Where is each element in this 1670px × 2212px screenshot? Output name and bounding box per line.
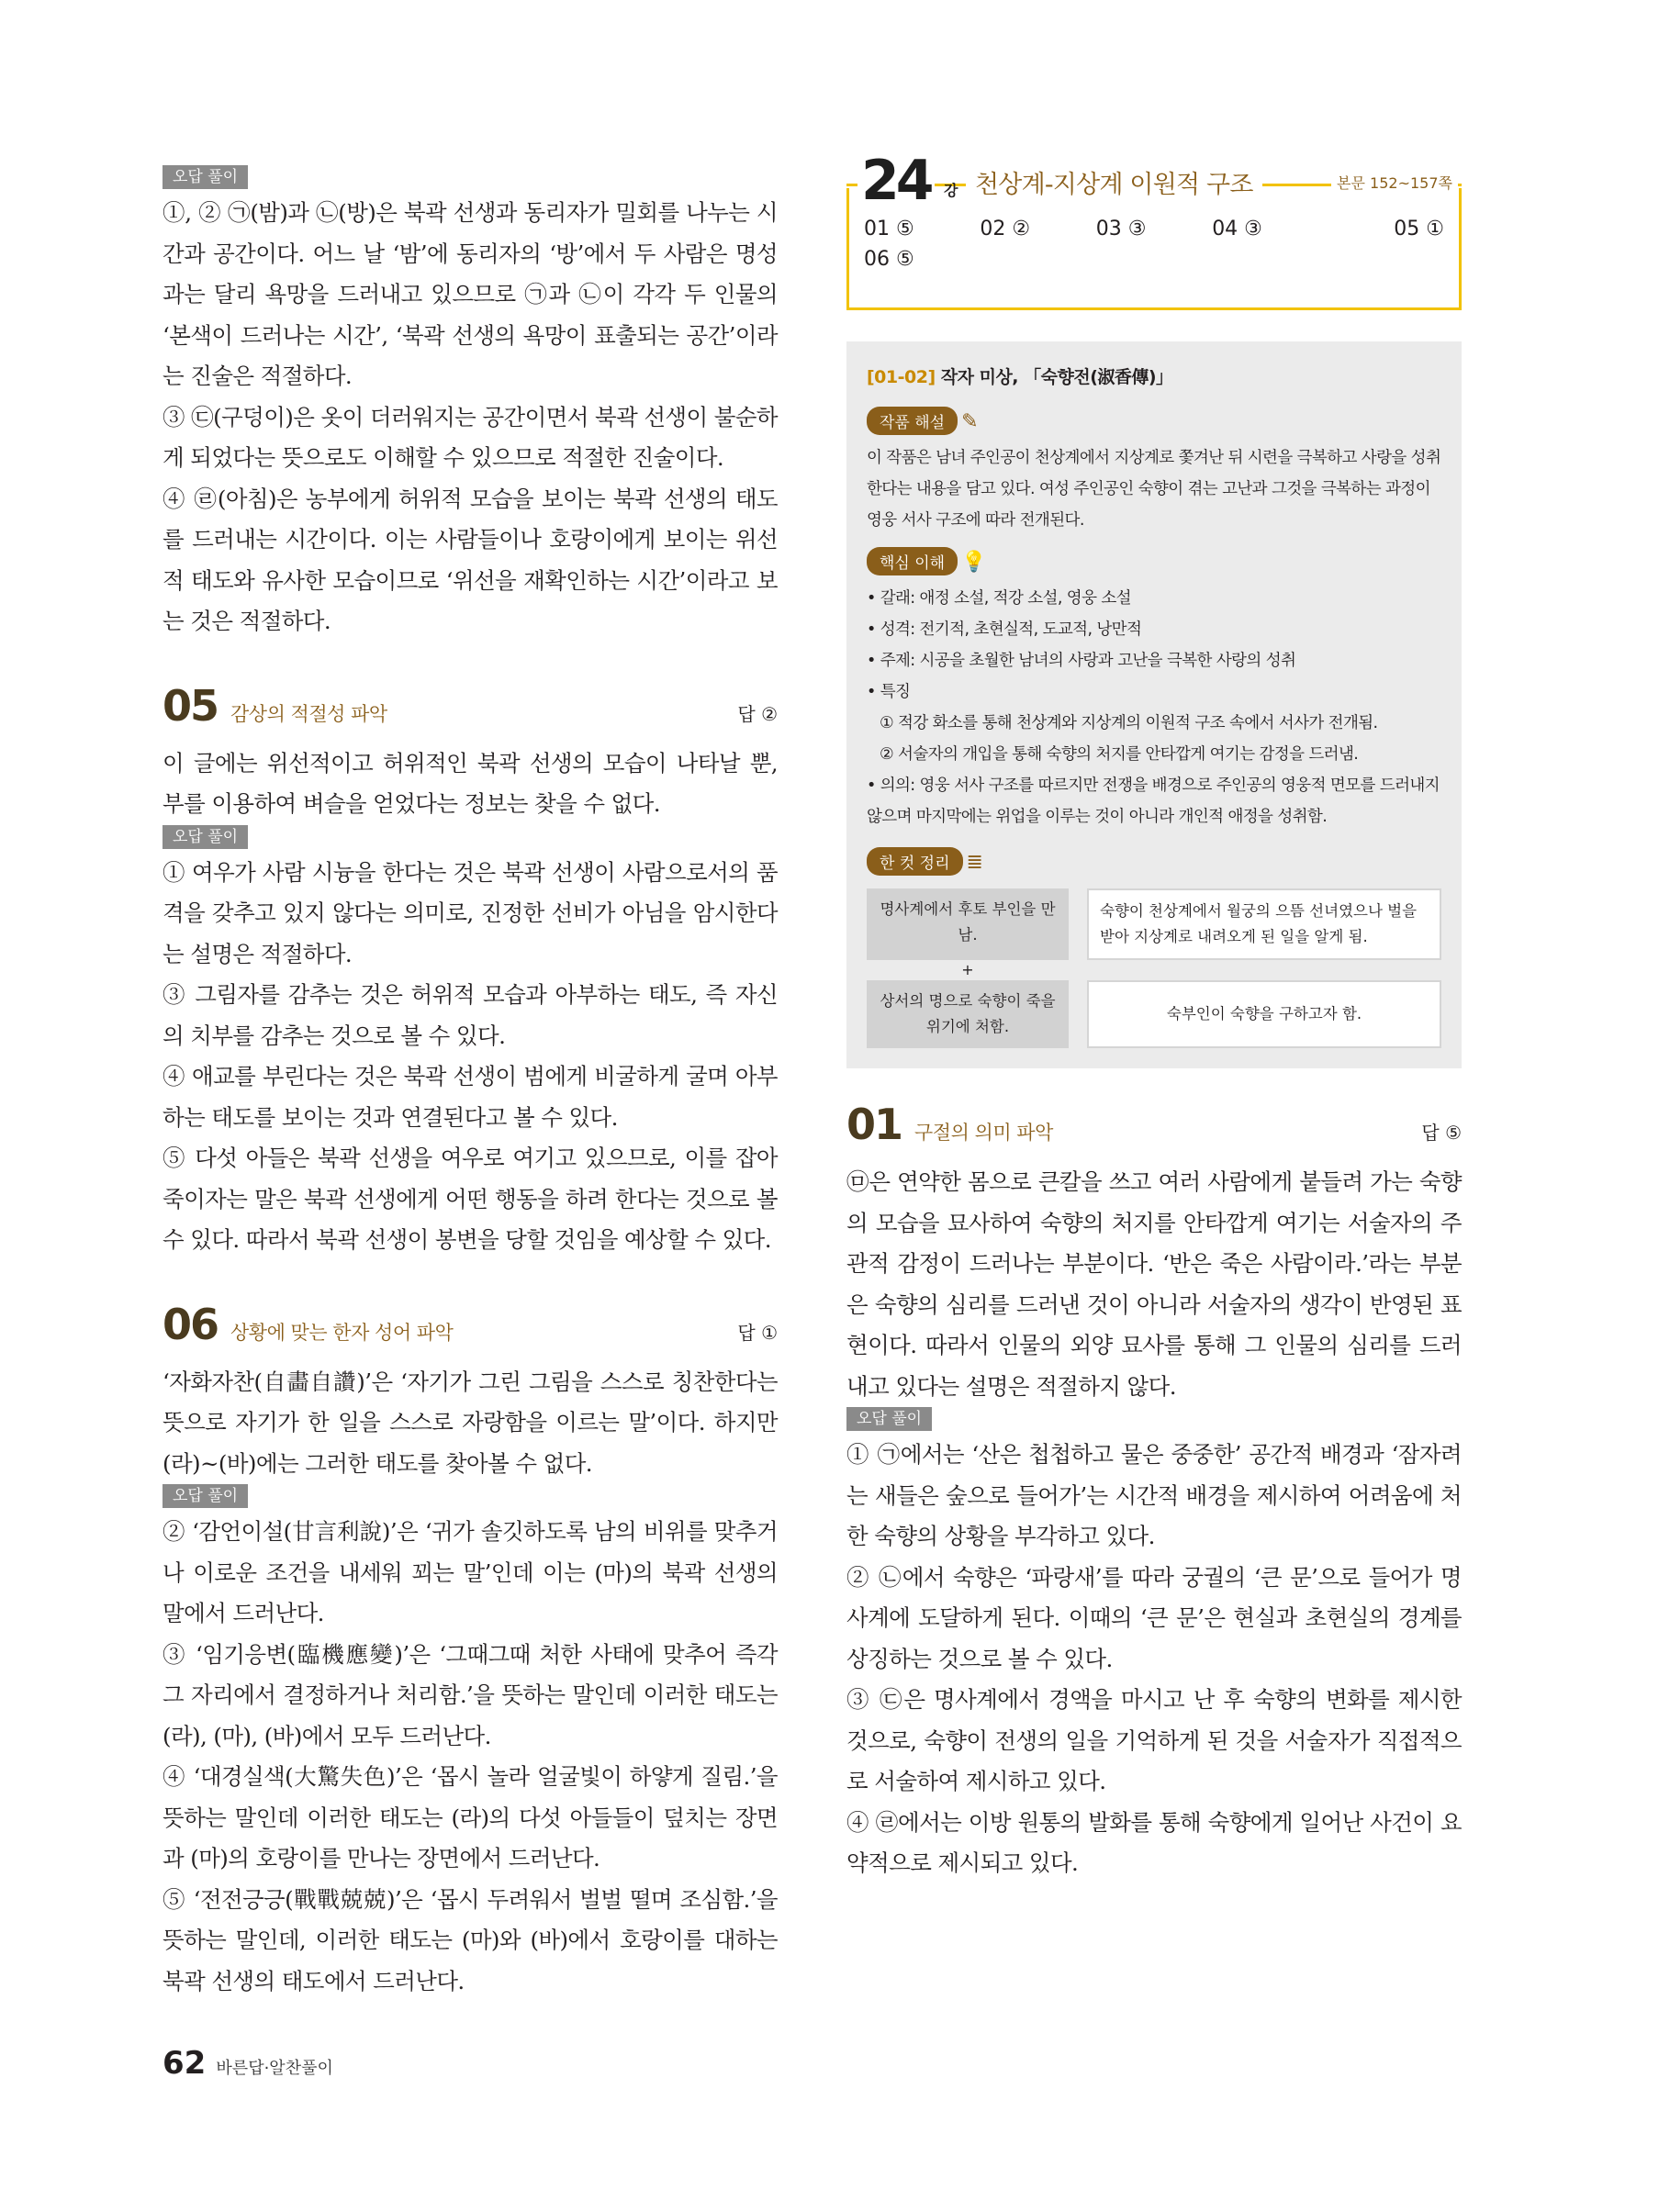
wrong-answer-badge: 오답 풀이: [163, 165, 248, 189]
wrong-answer-badge: 오답 풀이: [846, 1407, 932, 1431]
question-answer: 답 ⑤: [1421, 1122, 1462, 1144]
question-number: 06: [163, 1299, 219, 1349]
lecture-number: 24: [857, 149, 935, 213]
notes-icon: ≣: [966, 851, 983, 874]
key-point: • 갈래: 애정 소설, 적강 소설, 영웅 소설: [867, 583, 1441, 614]
question-body: 이 글에는 위선적이고 허위적인 북곽 선생의 모습이 나타날 뿐, 부를 이용하여 벼슬을 얻었다는 정보는 찾을 수 없다.: [163, 749, 778, 817]
feature-item: ② 서술자의 개입을 통해 숙향의 처지를 안타깝게 여기는 감정을 드러냄.: [880, 745, 1359, 764]
answer-key-item: 05 ①: [1394, 218, 1444, 240]
lightbulb-icon: 💡: [961, 551, 987, 574]
question-title: 구절의 의미 파악: [914, 1122, 1053, 1144]
left-column: [163, 165, 778, 2002]
answer-key-item: 06 ⑤: [864, 248, 914, 271]
option-explanation: ① ㉠에서는 ‘산은 첩첩하고 물은 중중한’ 공간적 배경과 ‘잠자려는 새들은 숲으로 들어가’는 시간적 배경을 제시하여 어려움에 처한 숙향의 상황을 부각하고 있다.: [846, 1441, 1462, 1549]
summary-result: 숙향이 천상계에서 월궁의 으뜸 선녀였으나 벌을 받아 지상계로 내려오게 된 일을 알게 됨.: [1087, 888, 1441, 960]
lecture-title: 천상계-지상계 이원적 구조: [966, 164, 1262, 200]
question-number: 01: [846, 1100, 902, 1149]
key-point: • 특징: [867, 676, 1441, 708]
question-body: ㉤은 연약한 몸으로 큰칼을 쓰고 여러 사람에게 붙들려 가는 숙향의 모습을 묘사하여 숙향의 처지를 안타깝게 여기는 서술자의 주관적 감정이 드러나는 부분이다. ‘반은 죽은 사람이라.’라는 부분은 숙향의 심리를 드러낸 것이 아니라 서술자의 생각이 반영된 표현이다. 따라서 인물의 외양 묘사를 통해 그 인물의 심리를 드러내고 있다는 설명은 적절하지 않다.: [846, 1168, 1462, 1400]
summary-plus: +: [961, 961, 974, 978]
summary-diagram: [867, 888, 1441, 1048]
feature-item: ① 적강 화소를 통해 천상계와 지상계의 이원적 구조 속에서 서사가 전개됨.: [880, 714, 1378, 732]
option-explanation: ① 여우가 사람 시늉을 한다는 것은 북곽 선생이 사람으로서의 품격을 갖추고 있지 않다는 의미로, 진정한 선비가 아님을 암시한다는 설명은 적절하다.: [163, 858, 778, 967]
work-title: [867, 363, 1441, 388]
option-explanation: ③ ㉢은 명사계에서 경액을 마시고 난 후 숙향의 변화를 제시한 것으로, 숙향이 전생의 일을 기억하게 된 것을 서술자가 직접적으로 서술하여 제시하고 있다.: [846, 1686, 1462, 1794]
summary-result: 숙부인이 숙향을 구하고자 함.: [1087, 980, 1441, 1048]
option-explanation: ② ㉡에서 숙향은 ‘파랑새’를 따라 궁궐의 ‘큰 문’으로 들어가 명사계에 도달하게 된다. 이때의 ‘큰 문’은 현실과 초현실의 경계를 상징하는 것으로 볼 수 있다.: [846, 1563, 1462, 1672]
answer-key: [864, 218, 1444, 271]
summary-event: 상서의 명으로 숙향이 죽을 위기에 처함.: [867, 980, 1069, 1048]
book-section-name: 바른답·알찬풀이: [216, 2059, 333, 2078]
lecture-unit: 강: [944, 182, 958, 199]
option-explanation: ③ ‘임기응변(臨機應變)’은 ‘그때그때 처한 사태에 맞추어 즉각 그 자리에서 결정하거나 처리함.’을 뜻하는 말인데 이러한 태도는 (라), (마), (바)에서 모두 드러난다.: [163, 1640, 778, 1749]
key-point: • 의의: 영웅 서사 구조를 따르지만 전쟁을 배경으로 주인공의 영웅적 면모를 드러내지 않으며 마지막에는 위업을 이루는 것이 아니라 개인적 애정을 성취함.: [867, 770, 1441, 832]
work-range: [01-02]: [867, 367, 936, 387]
lecture-pages: 본문 152~157쪽: [1331, 172, 1458, 193]
work-name: 작자 미상, 「숙향전(淑香傳)」: [940, 367, 1173, 387]
key-understanding-pill: 핵심 이해: [867, 547, 958, 575]
question-title: 감상의 적절성 파악: [230, 702, 387, 725]
page-number: 62: [163, 2045, 207, 2082]
option-explanation: ④ 애교를 부린다는 것은 북곽 선생이 범에게 비굴하게 굴며 아부하는 태도를 보이는 것과 연결된다고 볼 수 있다.: [163, 1063, 778, 1131]
work-analysis-box: [846, 341, 1462, 1068]
option-explanation: ⑤ ‘전전긍긍(戰戰兢兢)’은 ‘몹시 두려워서 벌벌 떨며 조심함.’을 뜻하는 말인데, 이러한 태도는 (마)와 (바)에서 호랑이를 대하는 북곽 선생의 태도에서 드러난다.: [163, 1885, 778, 1994]
question-header: [846, 1100, 1462, 1149]
question-number: 05: [163, 680, 219, 731]
question-answer: 답 ①: [737, 1321, 778, 1344]
option-explanation: ⑤ 다섯 아들은 북곽 선생을 여우로 여기고 있으므로, 이를 잡아 죽이자는 말은 북곽 선생에게 어떤 행동을 하려 한다는 것으로 볼 수 있다. 따라서 북곽 선생이 봉변을 당할 것임을 예상할 수 있다.: [163, 1145, 778, 1253]
lecture-answer-box: [846, 149, 1462, 310]
key-point: • 성격: 전기적, 초현실적, 도교적, 낭만적: [867, 614, 1441, 645]
option-explanation: ④ ㉣에서는 이방 원통의 발화를 통해 숙향에게 일어난 사건이 요약적으로 제시되고 있다.: [846, 1808, 1462, 1876]
wrong-answer-badge: 오답 풀이: [163, 825, 248, 849]
right-column: [846, 149, 1462, 1884]
summary-event: 명사계에서 후토 부인을 만남.: [867, 888, 1069, 960]
question-header: [163, 681, 778, 731]
option-explanation: ② ‘감언이설(甘言利說)’은 ‘귀가 솔깃하도록 남의 비위를 맞추거나 이로운 조건을 내세워 꾀는 말’인데 이는 (마)의 북곽 선생의 말에서 드러난다.: [163, 1518, 778, 1626]
question-header: [163, 1300, 778, 1349]
answer-key-item: 01 ⑤: [864, 218, 914, 240]
work-description: 이 작품은 남녀 주인공이 천상계에서 지상계로 쫓겨난 뒤 시련을 극복하고 사랑을 성취한다는 내용을 담고 있다. 여성 주인공인 숙향이 겪는 고난과 그것을 극복하는 과정이 영웅 서사 구조에 따라 전개된다.: [867, 449, 1441, 530]
explanation-paragraph: ④ ㉣(아침)은 농부에게 허위적 모습을 보이는 북곽 선생의 태도를 드러내는 시간이다. 이는 사람들이나 호랑이에게 보이는 위선적 태도와 유사한 모습이므로 ‘위선을 재확인하는 시간’이라고 보는 것은 적절하다.: [163, 485, 778, 634]
key-points-list: [867, 583, 1441, 708]
option-explanation: ③ 그림자를 감추는 것은 허위적 모습과 아부하는 태도, 즉 자신의 치부를 감추는 것으로 볼 수 있다.: [163, 981, 778, 1049]
wrong-answer-badge: 오답 풀이: [163, 1484, 248, 1508]
summary-pill: 한 컷 정리: [867, 847, 963, 876]
answer-key-item: 03 ③: [1095, 218, 1147, 240]
answer-key-item: 04 ③: [1212, 218, 1262, 240]
answer-key-item: 02 ②: [980, 218, 1031, 240]
explanation-paragraph: ①, ② ㉠(밤)과 ㉡(방)은 북곽 선생과 동리자가 밀회를 나누는 시간과 공간이다. 어느 날 ‘밤’에 동리자의 ‘방’에서 두 사람은 명성과는 달리 욕망을 드러내고 있으므로 ㉠과 ㉡이 각각 두 인물의 ‘본색이 드러나는 시간’, ‘북곽 선생의 욕망이 표출되는 공간’이라는 진술은 적절하다.: [163, 199, 778, 389]
question-title: 상황에 맞는 한자 성어 파악: [230, 1321, 454, 1344]
work-commentary-pill: 작품 해설: [867, 407, 958, 435]
question-body: ‘자화자찬(自畵自讚)’은 ‘자기가 그린 그림을 스스로 칭찬한다는 뜻으로 자기가 한 일을 스스로 자랑함을 이르는 말’이다. 하지만 (라)~(바)에는 그러한 태도를 찾아볼 수 없다.: [163, 1368, 778, 1477]
page-footer: [163, 2045, 333, 2082]
pencil-icon: ✎: [961, 410, 979, 433]
key-point: • 주제: 시공을 초월한 남녀의 사랑과 고난을 극복한 사랑의 성취: [867, 645, 1441, 676]
option-explanation: ④ ‘대경실색(大驚失色)’은 ‘몹시 놀라 얼굴빛이 하얗게 질림.’을 뜻하는 말인데 이러한 태도는 (라)의 다섯 아들들이 덮치는 장면과 (마)의 호랑이를 만나는 장면에서 드러난다.: [163, 1763, 778, 1871]
explanation-paragraph: ③ ㉢(구덩이)은 옷이 더러워지는 공간이면서 북곽 선생이 불순하게 되었다는 뜻으로도 이해할 수 있으므로 적절한 진술이다.: [163, 403, 778, 471]
question-answer: 답 ②: [737, 702, 778, 725]
